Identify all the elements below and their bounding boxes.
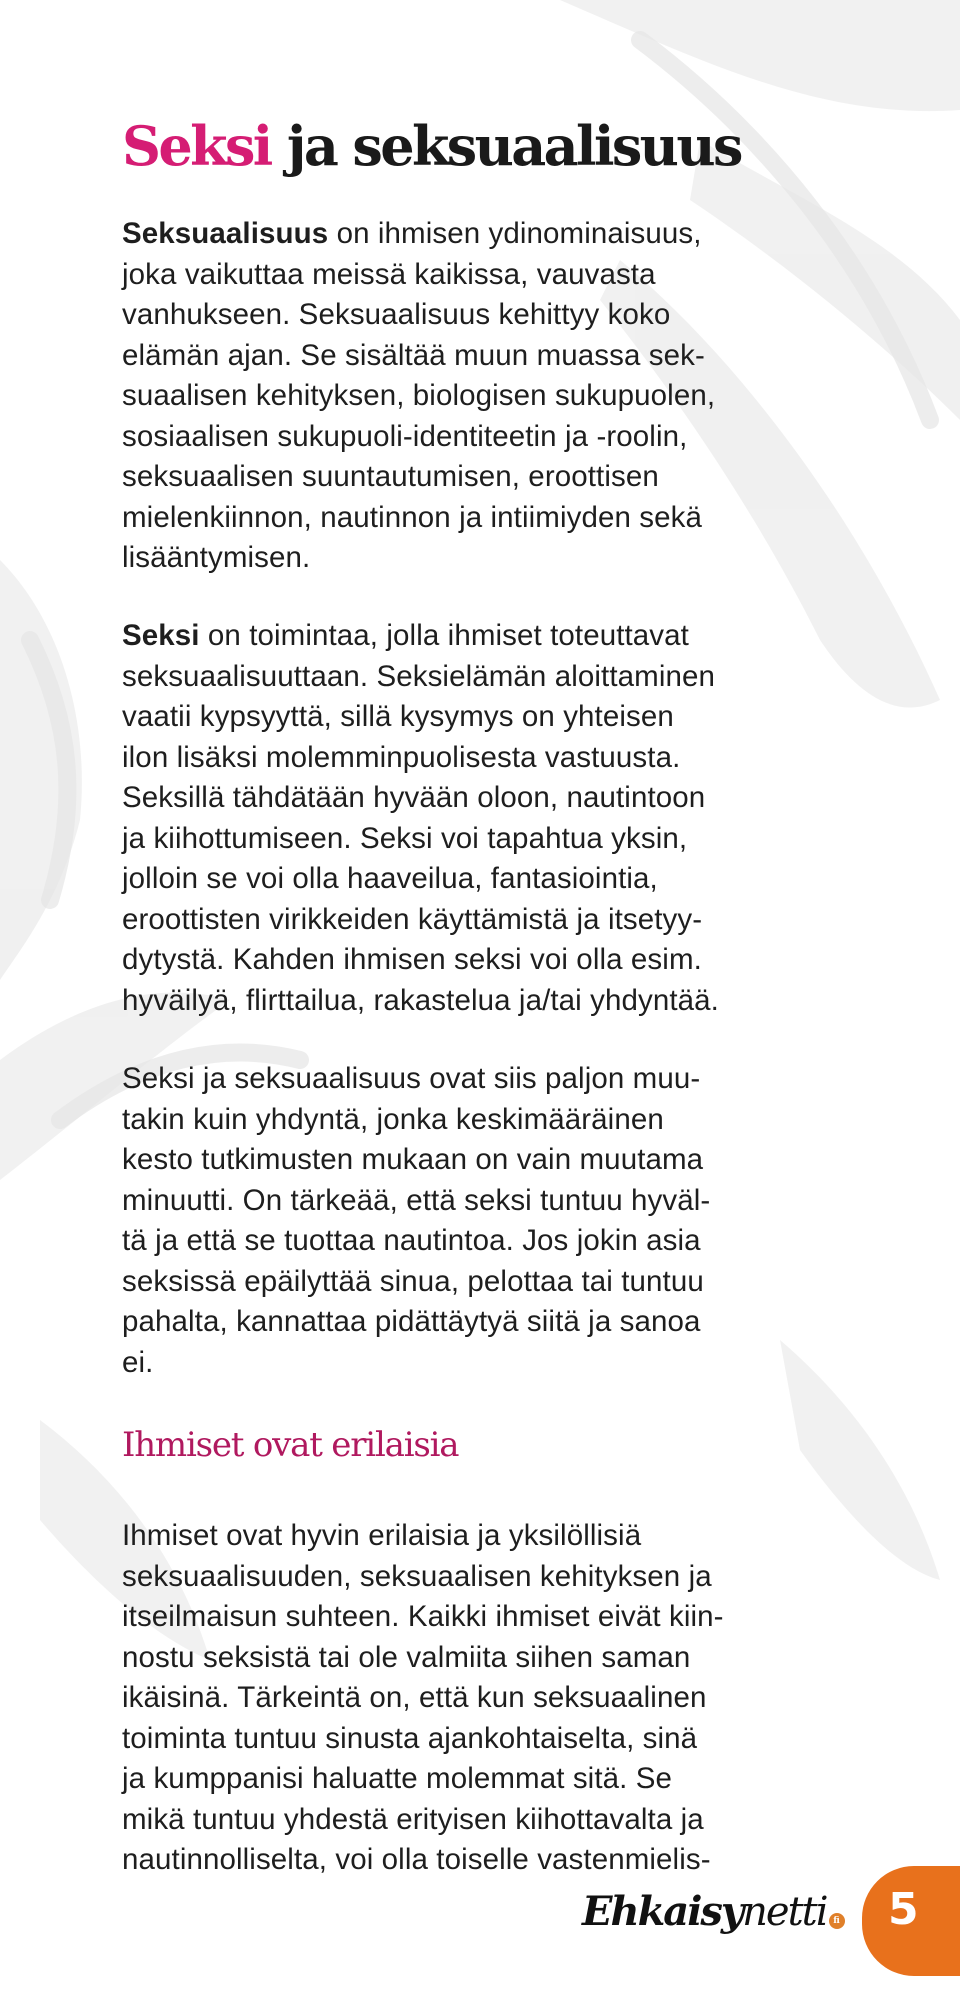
text-line [122, 417, 715, 458]
paragraph-seksi-ja-seksuaalisuus [122, 1059, 710, 1383]
text-line [122, 376, 715, 417]
line-text: Ihmiset ovat hyvin erilaisia ja yksilöllisiä [122, 1519, 642, 1552]
page-title [122, 96, 842, 196]
line-text: ei. [122, 1345, 154, 1379]
bold-term: Seksi [122, 619, 200, 652]
paragraph-ihmiset [122, 1516, 724, 1881]
line-text: itseilmaisun suhteen. Kaikki ihmiset eivät kiin- [122, 1600, 724, 1633]
line-text: minuutti. On tärkeää, että seksi tuntuu hyväl- [122, 1183, 711, 1217]
text-line [122, 1140, 710, 1181]
text-line [122, 1516, 724, 1557]
text-line [122, 295, 715, 336]
paragraph-seksi [122, 616, 719, 1021]
text-line [122, 255, 715, 296]
text-line [122, 616, 719, 657]
text-line [122, 900, 719, 941]
title-accent-word: Seksi [122, 114, 271, 178]
text-line [122, 1800, 724, 1841]
text-line [122, 1840, 724, 1881]
bold-term: Seksuaalisuus [122, 217, 329, 250]
text-line [122, 1597, 724, 1638]
text-line [122, 657, 719, 698]
text-line [122, 1302, 710, 1343]
page-number: 5 [888, 1884, 919, 1935]
text-line [122, 1059, 710, 1100]
line-text: mielenkiinnon, nautinnon ja intiimiyden sekä [122, 500, 702, 534]
text-line [122, 1343, 710, 1384]
text-line [122, 819, 719, 860]
line-text: ilon lisäksi molemminpuolisesta vastuusta. [122, 740, 681, 774]
line-text: on ihmisen ydinominaisuus, [328, 217, 702, 250]
text-line [122, 457, 715, 498]
text-line [122, 214, 715, 255]
line-text: seksuaalisuuden, seksuaalisen kehityksen ja [122, 1559, 712, 1593]
brand-fi-badge: fi [829, 1913, 845, 1929]
text-line [122, 1262, 710, 1303]
line-text: vaatii kypsyyttä, sillä kysymys on yhteisen [122, 700, 674, 733]
text-line [122, 940, 719, 981]
text-line [122, 859, 719, 900]
line-text: toiminta tuntuu sinusta ajankohtaiselta, sinä [122, 1721, 698, 1755]
line-text: seksissä epäilyttää sinua, pelottaa tai tuntuu [122, 1264, 704, 1298]
line-text: takin kuin yhdyntä, jonka keskimääräinen [122, 1102, 664, 1136]
line-text: jolloin se voi olla haaveilua, fantasiointia, [122, 862, 658, 895]
page-content [122, 96, 842, 1876]
text-line [122, 778, 719, 819]
line-text: nostu seksistä tai ole valmiita siihen saman [122, 1640, 691, 1674]
line-text: tä ja että se tuottaa nautintoa. Jos jokin asia [122, 1224, 701, 1257]
text-line [122, 697, 719, 738]
text-line [122, 1181, 710, 1222]
page-number-tab [862, 1866, 960, 1976]
text-line [122, 1221, 710, 1262]
line-text: suaalisen kehityksen, biologisen sukupuolen, [122, 379, 716, 412]
text-line [122, 1638, 724, 1679]
line-text: vanhukseen. Seksuaalisuus kehittyy koko [122, 298, 671, 331]
line-text: on toimintaa, jolla ihmiset toteuttavat [199, 619, 689, 652]
line-text: Seksillä tähdätään hyvään oloon, nautintoon [122, 781, 706, 814]
line-text: seksuaalisuuttaan. Seksielämän aloittaminen [122, 659, 716, 693]
line-text: mikä tuntuu yhdestä erityisen kiihottavalta ja [122, 1802, 704, 1836]
title-rest: ja seksuaalisuus [286, 114, 741, 178]
paragraph-seksuaalisuus [122, 214, 715, 579]
text-line [122, 498, 715, 539]
brand-bold: Ehkaisy [582, 1888, 743, 1935]
line-text: dytystä. Kahden ihmisen seksi voi olla esim. [122, 943, 702, 976]
line-text: nautinnolliselta, voi olla toiselle vastenmielis- [122, 1843, 711, 1876]
line-text: eroottisten virikkeiden käyttämistä ja itsetyy- [122, 902, 703, 936]
line-text: seksuaalisen suuntautumisen, eroottisen [122, 460, 659, 493]
line-text: sosiaalisen sukupuoli-identiteetin ja -roolin, [122, 419, 688, 453]
text-line [122, 981, 719, 1022]
brand-logo [582, 1888, 845, 1935]
line-text: kesto tutkimusten mukaan on vain muutama [122, 1143, 704, 1176]
text-line [122, 1719, 724, 1760]
line-text: joka vaikuttaa meissä kaikissa, vauvasta [122, 257, 656, 291]
text-line [122, 336, 715, 377]
text-line [122, 1557, 724, 1598]
line-text: pahalta, kannattaa pidättäytyä siitä ja sanoa [122, 1305, 701, 1338]
text-line [122, 1678, 724, 1719]
line-text: hyväilyä, flirttailua, rakastelua ja/tai yhdyntää. [122, 983, 719, 1017]
brand-light: netti [742, 1889, 827, 1935]
text-line [122, 538, 715, 579]
line-text: Seksi ja seksuaalisuus ovat siis paljon muu- [122, 1062, 701, 1095]
text-line [122, 738, 719, 779]
line-text: ja kiihottumiseen. Seksi voi tapahtua yksin, [122, 821, 688, 855]
subheading-ihmiset-ovat-erilaisia: Ihmiset ovat erilaisia [122, 1425, 459, 1465]
text-line [122, 1759, 724, 1800]
line-text: elämän ajan. Se sisältää muun muassa sek- [122, 338, 705, 372]
line-text: lisääntymisen. [122, 541, 311, 574]
text-line [122, 1100, 710, 1141]
line-text: ja kumppanisi haluatte molemmat sitä. Se [122, 1762, 673, 1795]
line-text: ikäisinä. Tärkeintä on, että kun seksuaalinen [122, 1681, 707, 1714]
